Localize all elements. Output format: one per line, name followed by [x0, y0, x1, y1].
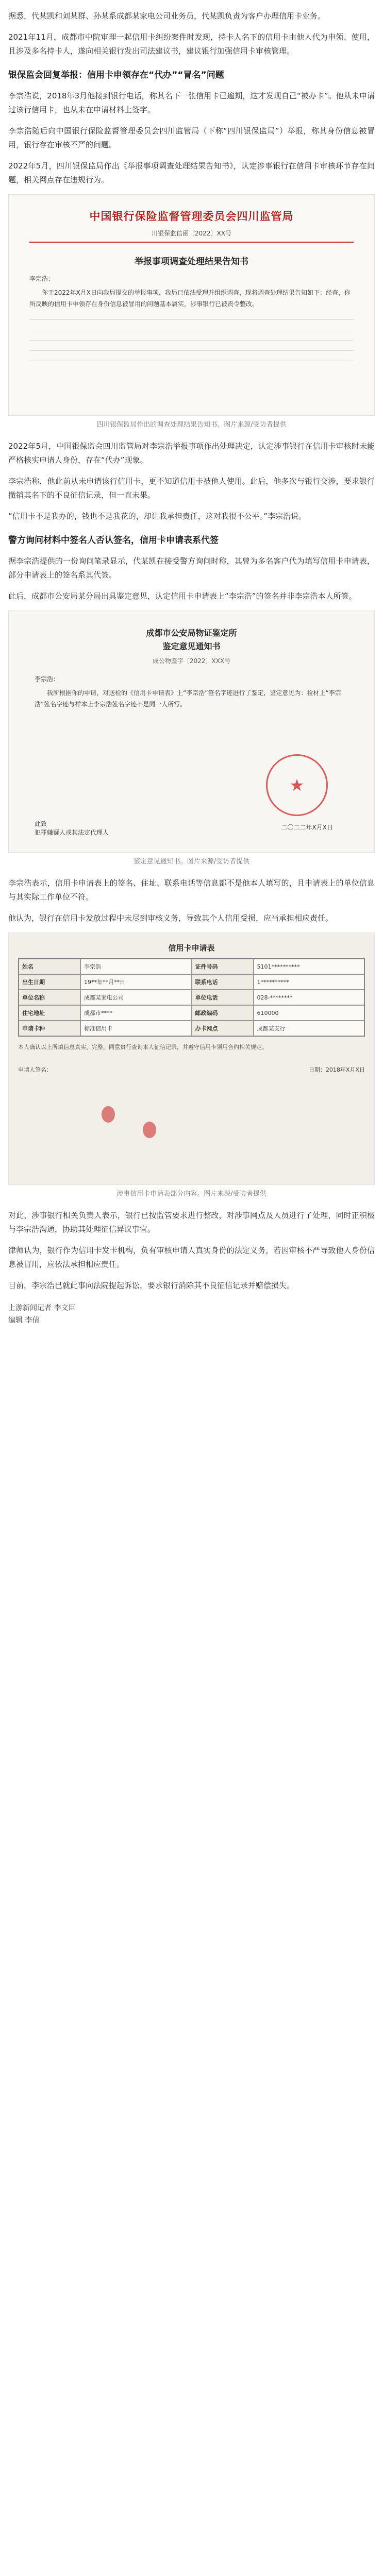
section2-para-3: “信用卡不是我办的，钱也不是我花的，却让我承担责任，这对我很不公平。”李宗浩说。 — [8, 512, 307, 521]
doc-text-lines — [29, 315, 354, 361]
doc-body: 你于2022年X月X日向我局提交的举报事项，我局已依法受理并组织调查，现将调查处理结果告知如下：经查，你所反映的信用卡申领存在身份信息被冒用的问题基本属实，涉事银行已被责令整改。 — [29, 289, 351, 308]
notice-footer: 此致 犯罪嫌疑人或其法定代理人 — [35, 820, 109, 836]
intro-para-1: 据悉，代某凯和刘某群、孙某系成都某家电公司业务员，代某凯负责为客户办理信用卡业务。 — [8, 11, 326, 21]
form-label: 住宅地址 — [19, 1005, 80, 1021]
form-value: 19**年**月**日 — [80, 974, 192, 990]
form-label: 申请卡种 — [19, 1021, 80, 1036]
form-value: 李宗浩 — [80, 959, 192, 974]
notice-title: 成都市公安局物证鉴定所 鉴定意见通知书 — [146, 628, 237, 651]
form-value: 成都某家电公司 — [80, 990, 192, 1005]
closing-para-1: 对此，涉事银行相关负责人表示，银行已按监管要求进行整改，对涉事网点及人员进行了处理，同时正积极与李宗浩沟通，协助其处理征信异议事宜。 — [8, 1211, 375, 1234]
closing-para-3: 目前，李宗浩已就此事向法院提起诉讼，要求银行消除其不良征信记录并赔偿损失。 — [8, 1281, 295, 1290]
form-title: 信用卡申请表 — [168, 943, 215, 953]
doc-title: 举报事项调查处理结果告知书 — [135, 257, 248, 267]
form-value: 5101********** — [254, 959, 365, 974]
form-sign-row — [18, 1065, 365, 1074]
notice-number: 成公物鉴字〔2022〕XXX号 — [152, 657, 231, 665]
figure2-caption: 鉴定意见通知书。图片来源/受访者提供 — [133, 858, 250, 866]
section-title-2: 警方询问材料中签名人否认签名，信用卡申请表系代签 — [8, 535, 219, 546]
form-label: 邮政编码 — [192, 1005, 254, 1021]
form-value: 成都某支行 — [254, 1021, 365, 1036]
form-declaration: 本人确认以上所填信息真实、完整，同意贵行查询本人征信记录，并遵守信用卡领用合约相关规定。 — [18, 1044, 268, 1050]
form-value: 标准信用卡 — [80, 1021, 192, 1036]
section2-para-2: 李宗浩称，他此前从未申请该行信用卡，更不知道信用卡被他人使用。此后，他多次与银行交涉，要求银行撤销其名下的不良征信记录，但一直未果。 — [8, 477, 375, 500]
doc-number: 川银保监信函〔2022〕XX号 — [152, 230, 231, 237]
form-label: 单位名称 — [19, 990, 80, 1005]
figure3-caption: 涉事信用卡申请表部分内容。图片来源/受访者提供 — [116, 1190, 267, 1198]
figure1-caption: 四川银保监局作出的调查处理结果告知书。图片来源/受访者提供 — [96, 421, 287, 429]
section1-para-3: 2022年5月，四川银保监局作出《举报事项调查处理结果告知书》，认定涉事银行在信用卡审核环节存在问题，相关网点存在违规行为。 — [8, 161, 375, 184]
notice-recipient: 李宗浩： — [35, 675, 60, 683]
notice-body: 我所根据你的申请，对送检的《信用卡申请表》上“李宗浩”签名字迹进行了鉴定，鉴定意见为：检材上“李宗浩”签名字迹与样本上李宗浩签名字迹不是同一人所写。 — [35, 689, 341, 708]
notice-date: 二〇二二年X月X日 — [281, 824, 333, 831]
document-figure-1 — [8, 194, 375, 416]
section3-para-1: 据李宗浩提供的一份询问笔录显示，代某凯在接受警方询问时称，其曾为多名客户代为填写信用卡申请表，部分申请表上的签名系其代签。 — [8, 556, 375, 580]
section2-para-1: 2022年5月，中国银保监会四川监管局对李宗浩举报事项作出处理决定，认定涉事银行在信用卡审核时未能严格核实申请人身份，存在“代办”现象。 — [8, 442, 375, 465]
section-title-1: 银保监会回复举报：信用卡申领存在“代办”“冒名”问题 — [8, 70, 224, 80]
form-label: 联系电话 — [192, 974, 254, 990]
closing-para-2: 律师认为，银行作为信用卡发卡机构，负有审核申请人真实身份的法定义务，若因审核不严导致他人身份信息被冒用，应依法承担相应责任。 — [8, 1246, 375, 1269]
form-label: 姓名 — [19, 959, 80, 974]
doc-recipient: 李宗浩： — [29, 275, 55, 282]
section1-para-1: 李宗浩说，2018年3月他接到银行电话，称其名下一张信用卡已逾期，这才发现自己“被办卡”。他从未申请过该行信用卡，也从未在申请材料上签字。 — [8, 91, 375, 114]
form-label: 出生日期 — [19, 974, 80, 990]
official-seal-icon: ★ — [266, 754, 328, 816]
form-label: 单位电话 — [192, 990, 254, 1005]
section3b-para-1: 李宗浩表示，信用卡申请表上的签名、住址、联系电话等信息都不是他本人填写的，且申请表上的单位信息与其实际工作单位不符。 — [8, 878, 375, 902]
form-value: 028-******** — [254, 990, 365, 1005]
form-label: 办卡网点 — [192, 1021, 254, 1036]
doc-header: 中国银行保险监督管理委员会四川监管局 — [89, 210, 294, 223]
form-sign-label: 申请人签名： — [18, 1066, 52, 1073]
form-value: 1********** — [254, 974, 365, 990]
document-figure-2 — [8, 611, 375, 853]
form-table — [18, 958, 365, 1037]
intro-para-2: 2021年11月，成都市中院审理一起信用卡纠纷案件时发现，持卡人名下的信用卡由他人代为申领、使用，且涉及多名持卡人，遂向相关银行发出司法建议书，建议银行加强信用卡审核管理。 — [8, 32, 375, 56]
section3b-para-2: 他认为，银行在信用卡发放过程中未尽到审核义务，导致其个人信用受损，应当承担相应责任。 — [8, 913, 334, 923]
red-divider — [29, 242, 354, 243]
form-value: 成都市**** — [80, 1005, 192, 1021]
byline: 上游新闻记者 李文臣 编辑 李倩 — [8, 1304, 76, 1325]
form-sign-date: 日期：2018年X月X日 — [308, 1066, 365, 1073]
fingerprint-icon — [143, 1122, 156, 1138]
section3-para-2: 此后，成都市公安局某分局出具鉴定意见，认定信用卡申请表上“李宗浩”的签名并非李宗浩本人所签。 — [8, 591, 357, 601]
document-figure-3 — [8, 933, 375, 1185]
section1-para-2: 李宗浩随后向中国银行保险监督管理委员会四川监管局（下称“四川银保监局”）举报，称其身份信息被冒用，银行存在审核不严的问题。 — [8, 126, 375, 149]
form-value: 610000 — [254, 1005, 365, 1021]
form-label: 证件号码 — [192, 959, 254, 974]
fingerprint-icon — [102, 1106, 115, 1123]
